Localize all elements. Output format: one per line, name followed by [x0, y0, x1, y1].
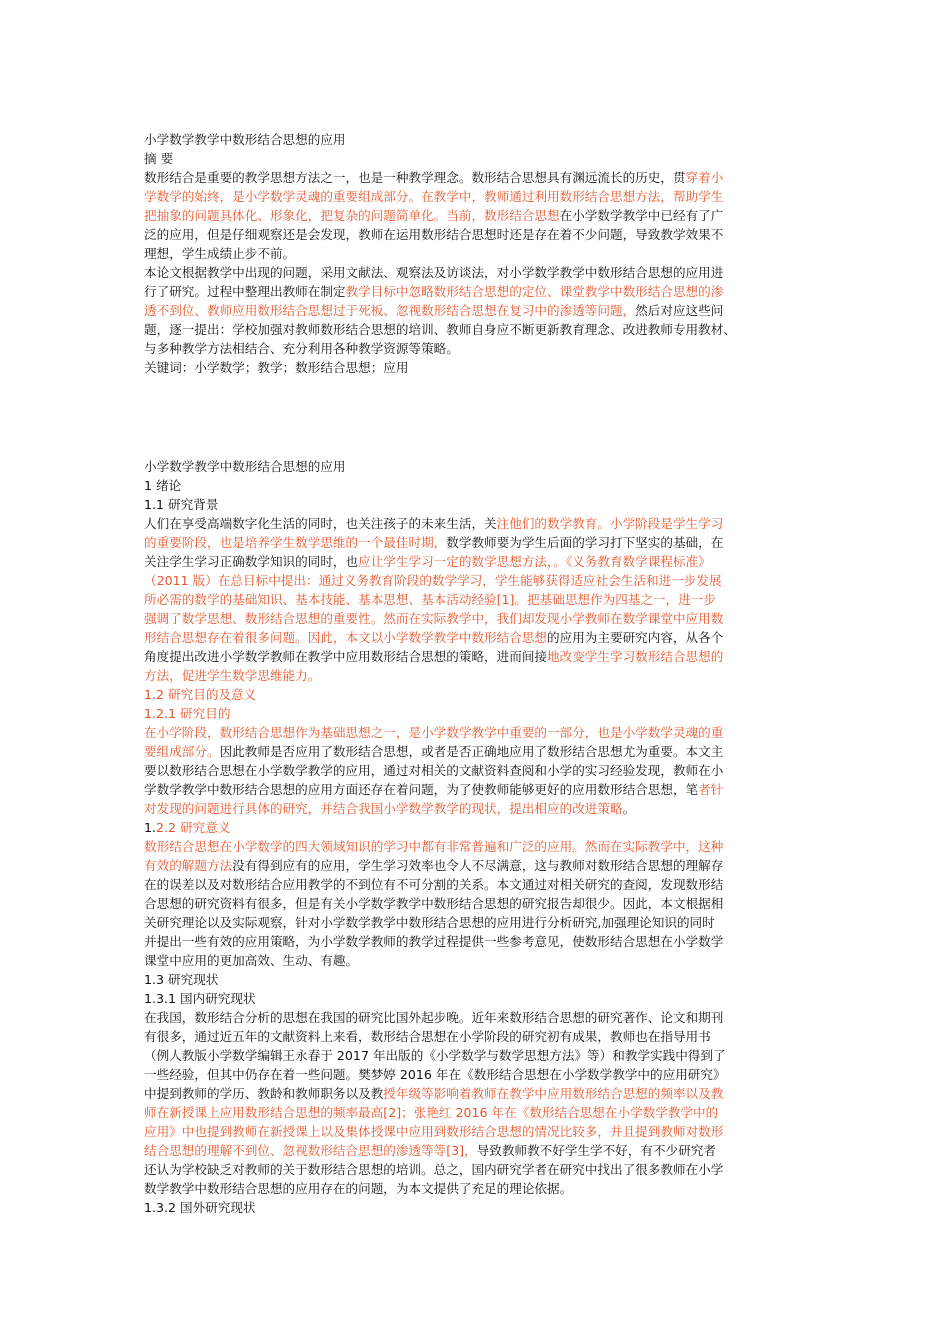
text-line	[144, 970, 820, 989]
text-segment: 关注学生学习正确数学知识的同时，也	[144, 554, 359, 569]
text-segment: 1.3 研究现状	[144, 972, 219, 987]
text-line	[144, 1008, 820, 1027]
text-segment: 中提到教师的学历、教龄和教师职务以及教	[144, 1086, 384, 1101]
text-line	[144, 894, 820, 913]
text-line	[144, 666, 820, 685]
text-line	[144, 495, 820, 514]
highlighted-text: 把抽象的问题具体化、形象化，把复杂的问题简单化。当前，数形结合思想	[144, 208, 560, 223]
text-segment: 1.1 研究背景	[144, 497, 219, 512]
text-line	[144, 647, 820, 666]
text-line	[144, 476, 820, 495]
text-line	[144, 282, 820, 301]
highlighted-text: 教学目标中忽略数形结合思想的定位、课堂教学中数形结合思想的渗	[345, 284, 724, 299]
highlighted-text: 2.2 研究意义	[156, 820, 231, 835]
text-line	[144, 1027, 820, 1046]
highlighted-text: 有效的解题方法	[144, 858, 233, 873]
highlighted-text: 要组成部分。	[144, 744, 220, 759]
text-line	[144, 799, 820, 818]
text-segment: 要以数形结合思想在小学数学教学的应用，通过对相关的文献资料查阅和小学的实习经验发现，教师在小	[144, 763, 724, 778]
highlighted-text: 穿着小	[685, 170, 724, 185]
text-line	[144, 704, 820, 723]
text-segment: 关研究理论以及实际观察，针对小学数学教学中数形结合思想的应用进行分析研究,加强理论知识的同时	[144, 915, 715, 930]
text-line	[144, 951, 820, 970]
document-title: 小学数学教学中数形结合思想的应用	[144, 132, 346, 147]
text-segment: 数形结合是重要的教学思想方法之一，也是一种教学理念。数形结合思想具有渊远流长的历史，贯	[144, 170, 686, 185]
highlighted-text: 结合思想的理解不到位、忽视数形结合思想的渗透等等[3]，	[144, 1143, 477, 1158]
text-line	[144, 187, 820, 206]
highlighted-text: 者针	[698, 782, 724, 797]
text-line	[144, 358, 820, 377]
text-line	[144, 206, 820, 225]
text-segment: 有很多，通过近五年的文献资料上来看，数形结合思想在小学阶段的研究初有成果，教师也在指导用书	[144, 1029, 711, 1044]
text-line	[144, 1160, 820, 1179]
text-segment: 数学教师要为学生后面的学习打下坚实的基础，在	[446, 535, 724, 550]
text-segment: 关键词：小学数学；教学；数形结合思想；应用	[144, 360, 409, 375]
text-segment: 行了研究。过程中整理出教师在制定	[144, 284, 346, 299]
text-segment: 与多种教学方法相结合、充分利用各种教学资源等策略。	[144, 341, 459, 356]
text-line	[144, 780, 820, 799]
text-segment: 一些经验，但其中仍存在着一些问题。樊梦婷 2016 年在《数形结合思想在小学数学教学中的应用研究》	[144, 1067, 726, 1082]
highlighted-text: 所必需的数学的基础知识、基本技能、基本思想、基本活动经验[1]。把基础思想作为四基之一，进一步	[144, 592, 716, 607]
text-line	[144, 837, 820, 856]
text-line	[144, 225, 820, 244]
text-segment: 1 绪论	[144, 478, 182, 493]
highlighted-text: 1.2.1 研究目的	[144, 706, 231, 721]
text-segment: 数学教学中数形结合思想的应用存在的问题，为本文提供了充足的理论依据。	[144, 1181, 573, 1196]
text-line	[144, 339, 820, 358]
text-line	[144, 913, 820, 932]
highlighted-text: 1.2 研究目的及意义	[144, 687, 257, 702]
text-line	[144, 533, 820, 552]
text-line	[144, 1179, 820, 1198]
text-line	[144, 1122, 820, 1141]
text-segment: 没有得到应有的应用，学生学习效率也令人不尽满意，这与教师对数形结合思想的理解存	[232, 858, 724, 873]
text-segment: 。	[622, 801, 636, 816]
text-line	[144, 244, 820, 263]
text-segment: 理想，学生成绩止步不前。	[144, 246, 296, 261]
text-line	[144, 1141, 820, 1160]
text-line	[144, 685, 820, 704]
text-segment: 学数学教学中数形结合思想的应用方面还存在着问题，为了使教师能够更好的应用数形结合思想，笔	[144, 782, 699, 797]
text-line	[144, 856, 820, 875]
text-segment: 在我国，数形结合分析的思想在我国的研究比国外起步晚。近年来数形结合思想的研究著作、论文和期刊	[144, 1010, 724, 1025]
text-segment: 并提出一些有效的应用策略，为小学数学教师的教学过程提供一些参考意见，使数形结合思想在小学数学	[144, 934, 724, 949]
text-line	[144, 875, 820, 894]
text-segment: 角度提出改进小学数学教师在教学中应用数形结合思想的策略，进而间接	[144, 649, 547, 664]
text-line	[144, 571, 820, 590]
highlighted-text: 学数学的始终，是小学数学灵魂的重要组成部分。在教学中，教师通过利用数形结合思想方法，帮助学生	[144, 189, 724, 204]
section-title: 小学数学教学中数形结合思想的应用	[144, 459, 346, 474]
text-segment: 1.3.2 国外研究现状	[144, 1200, 256, 1215]
highlighted-text: 对发现的问题进行具体的研究，并结合我国小学数学教学的现状，提出相应的改进策略	[144, 801, 623, 816]
highlighted-text: 方法，促进学生数学思维能力。	[144, 668, 321, 683]
text-line	[144, 1103, 820, 1122]
text-line	[144, 301, 820, 320]
text-line	[144, 1065, 820, 1084]
text-segment: 题，逐一提出：学校加强对教师数形结合思想的培训、教师自身应不断更新教育理念、改进教师专用教材、	[144, 322, 736, 337]
text-segment: 本论文根据教学中出现的问题，采用文献法、观察法及访谈法，对小学数学教学中数形结合思想的应用进	[144, 265, 724, 280]
text-line	[144, 168, 820, 187]
text-line	[144, 552, 820, 571]
text-line	[144, 1198, 820, 1217]
highlighted-text: 的重要阶段，也是培养学生数学思维的一个最佳时期，	[144, 535, 447, 550]
text-line	[144, 1046, 820, 1065]
highlighted-text: 应用》中也提到教师在新授课上以及集体授课中应用到数形结合思想的情况比较多，并且提到教师对数形	[144, 1124, 724, 1139]
highlighted-text: 透不到位、教师应用数形结合思想过于死板、忽视数形结合思想在复习中的渗透等问题，	[144, 303, 636, 318]
highlighted-text: 形结合思想存在着很多问题。因此，本文以小学数学教学中数形结合思想	[144, 630, 547, 645]
text-segment: 导致教师教不好学生学不好，有不少研究者	[476, 1143, 716, 1158]
highlighted-text: 地改变学生学习数形结合思想的	[547, 649, 724, 664]
text-line	[144, 1084, 820, 1103]
text-segment: （例人教版小学数学编辑王永春于 2017 年出版的《小学数学与数学思想方法》等）和教学实践中得到了	[144, 1048, 726, 1063]
text-line	[144, 590, 820, 609]
abstract-body	[144, 168, 820, 377]
text-segment: 课堂中应用的更加高效、生动、有趣。	[144, 953, 359, 968]
text-line	[144, 320, 820, 339]
body-section	[144, 457, 820, 1217]
text-line	[144, 818, 820, 837]
highlighted-text: 强调了数学思想、数形结合思想的重要性。然而在实际教学中，我们却发现小学教师在数学课堂中应用数	[144, 611, 724, 626]
text-segment: 人们在享受高端数字化生活的同时，也关注孩子的未来生活，关	[144, 516, 497, 531]
text-line	[144, 514, 820, 533]
section-body	[144, 476, 820, 1217]
text-segment: 在的误差以及对数形结合应用教学的不到位有不可分割的关系。本文通过对相关研究的查阅，发现数形结	[144, 877, 724, 892]
text-line	[144, 932, 820, 951]
highlighted-text: 师在新授课上应用数形结合思想的频率最高[2]；张艳红 2016 年在《数形结合思想在小学数学教学中的	[144, 1105, 719, 1120]
text-segment: 泛的应用，但是仔细观察还是会发现，教师在运用数形结合思想时还是存在着不少问题，导致教学效果不	[144, 227, 724, 242]
text-segment: 1.3.1 国内研究现状	[144, 991, 256, 1006]
text-segment: 在小学数学教学中已经有了广	[559, 208, 724, 223]
text-segment: 还认为学校缺乏对教师的关于数形结合思想的培训。总之，国内研究学者在研究中找出了很多教师在小学	[144, 1162, 724, 1177]
text-line	[144, 761, 820, 780]
text-segment: 合思想的研究资料有很多，但是有关小学数学教学中数形结合思想的研究报告却很少。因此，本文根据相	[144, 896, 724, 911]
text-line	[144, 742, 820, 761]
text-line	[144, 628, 820, 647]
highlighted-text: 数形结合思想在小学数学的四大领域知识的学习中都有非常普遍和广泛的应用。然而在实际教学中，这种	[144, 839, 724, 854]
text-line	[144, 609, 820, 628]
abstract-section	[144, 130, 820, 377]
highlighted-text: （2011 版）在总目标中提出：通过义务教育阶段的数学学习，学生能够获得适应社会生活和进一步发展	[144, 573, 722, 588]
text-line	[144, 989, 820, 1008]
text-segment: 然后对应这些问	[635, 303, 724, 318]
abstract-heading: 摘 要	[144, 151, 174, 166]
text-segment: 因此教师是否应用了数形结合思想，或者是否正确地应用了数形结合思想尤为重要。本文主	[219, 744, 724, 759]
text-line	[144, 723, 820, 742]
highlighted-text: 应让学生学习一定的数学思想方法，。《义务教育数学课程标准》	[358, 554, 711, 569]
text-segment: 1.	[144, 820, 157, 835]
text-line	[144, 263, 820, 282]
highlighted-text: 在小学阶段，数形结合思想作为基础思想之一，是小学数学教学中重要的一部分，也是小学数学灵魂的重	[144, 725, 724, 740]
highlighted-text: 注他们的数学教育。小学阶段是学生学习	[496, 516, 724, 531]
text-segment: 的应用为主要研究内容，从各个	[547, 630, 724, 645]
highlighted-text: 授年级等影响着教师在教学中应用数形结合思想的频率以及教	[383, 1086, 724, 1101]
